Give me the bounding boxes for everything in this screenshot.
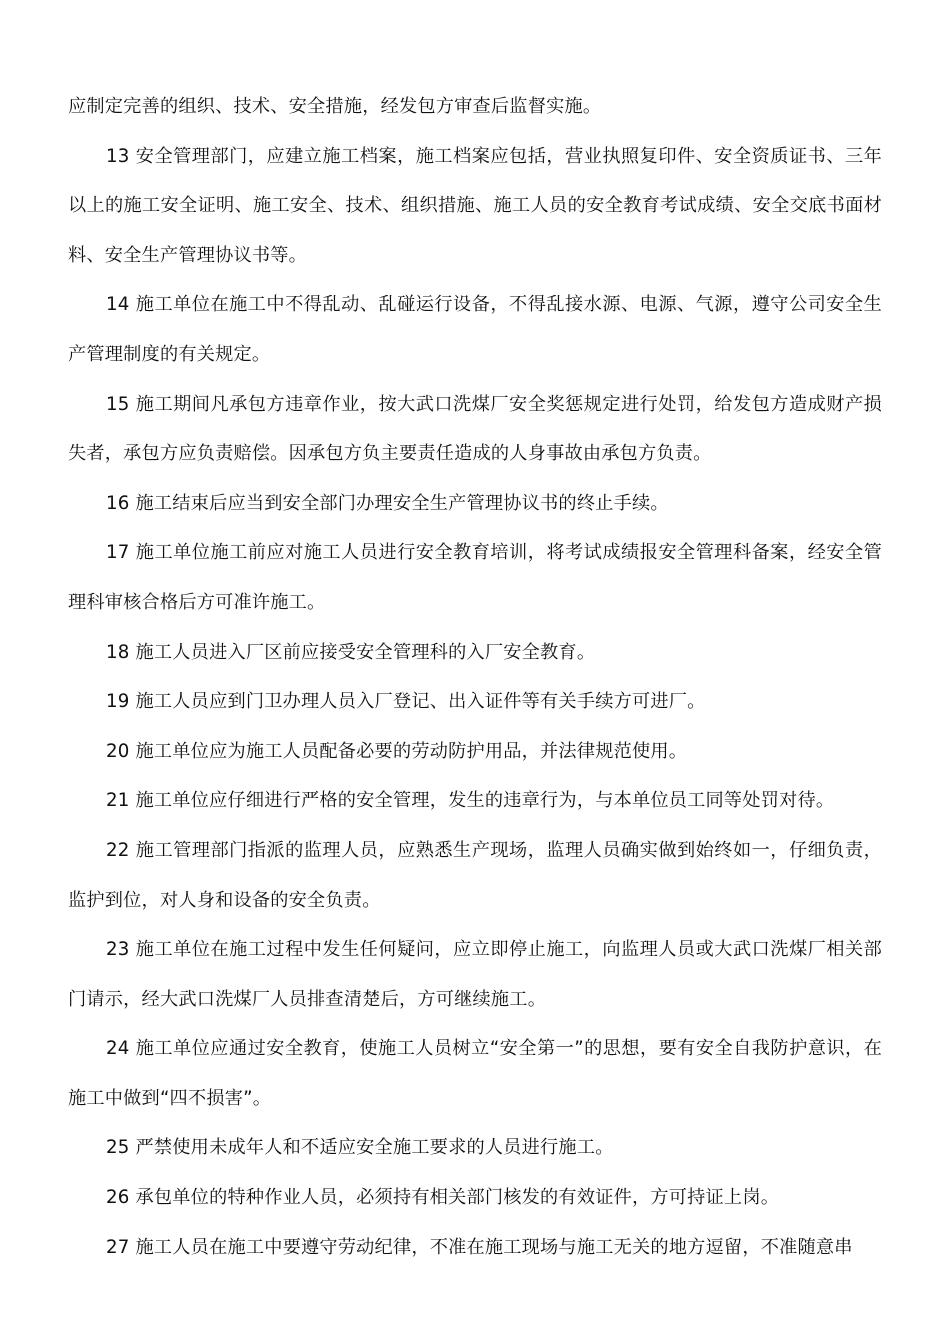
paragraph-item-16: 16 施工结束后应当到安全部门办理安全生产管理协议书的终止手续。 [106, 492, 669, 514]
paragraph-item-15: 15 施工期间凡承包方违章作业，按大武口洗煤厂安全奖惩规定进行处罚，给发包方造成财产损失者，承包方应负责赔偿。因承包方负主要责任造成的人身事故由承包方负责。 [68, 393, 882, 465]
paragraph-item-13: 13 安全管理部门，应建立施工档案，施工档案应包括，营业执照复印件、安全资质证书、三年以上的施工安全证明、施工安全、技术、组织措施、施工人员的安全教育考试成绩、安全交底书面材料、安全生产管理协议书等。 [68, 145, 882, 266]
paragraph-item-17: 17 施工单位施工前应对施工人员进行安全教育培训，将考试成绩报安全管理科备案，经安全管理科审核合格后方可准许施工。 [68, 542, 882, 613]
paragraph-continuation: 应制定完善的组织、技术、安全措施，经发包方审查后监督实施。 [68, 96, 602, 117]
paragraph-item-26: 26 承包单位的特种作业人员，必须持有相关部门核发的有效证件，方可持证上岗。 [106, 1187, 780, 1209]
paragraph-item-24: 24 施工单位应通过安全教育，使施工人员树立“安全第一”的思想，要有安全自我防护意识，在施工中做到“四不损害”。 [68, 1038, 882, 1109]
paragraph-item-25: 25 严禁使用未成年人和不适应安全施工要求的人员进行施工。 [106, 1137, 614, 1159]
paragraph-item-27: 27 施工人员在施工中要遵守劳动纪律，不准在施工现场与施工无关的地方逗留，不准随意串 [106, 1236, 853, 1258]
paragraph-item-22: 22 施工管理部门指派的监理人员，应熟悉生产现场，监理人员确实做到始终如一，仔细负责，监护到位，对人身和设备的安全负责。 [68, 839, 882, 911]
paragraph-item-21: 21 施工单位应仔细进行严格的安全管理，发生的违章行为，与本单位员工同等处罚对待。 [106, 790, 835, 812]
paragraph-item-14: 14 施工单位在施工中不得乱动、乱碰运行设备，不得乱接水源、电源、气源，遵守公司安全生产管理制度的有关规定。 [68, 294, 882, 365]
paragraph-item-19: 19 施工人员应到门卫办理人员入厂登记、出入证件等有关手续方可进厂。 [106, 691, 706, 713]
paragraph-item-20: 20 施工单位应为施工人员配备必要的劳动防护用品，并法律规范使用。 [106, 740, 688, 762]
paragraph-item-18: 18 施工人员进入厂区前应接受安全管理科的入厂安全教育。 [106, 641, 596, 663]
paragraph-item-23: 23 施工单位在施工过程中发生任何疑问，应立即停止施工，向监理人员或大武口洗煤厂相关部门请示，经大武口洗煤厂人员排查清楚后，方可继续施工。 [68, 939, 882, 1010]
